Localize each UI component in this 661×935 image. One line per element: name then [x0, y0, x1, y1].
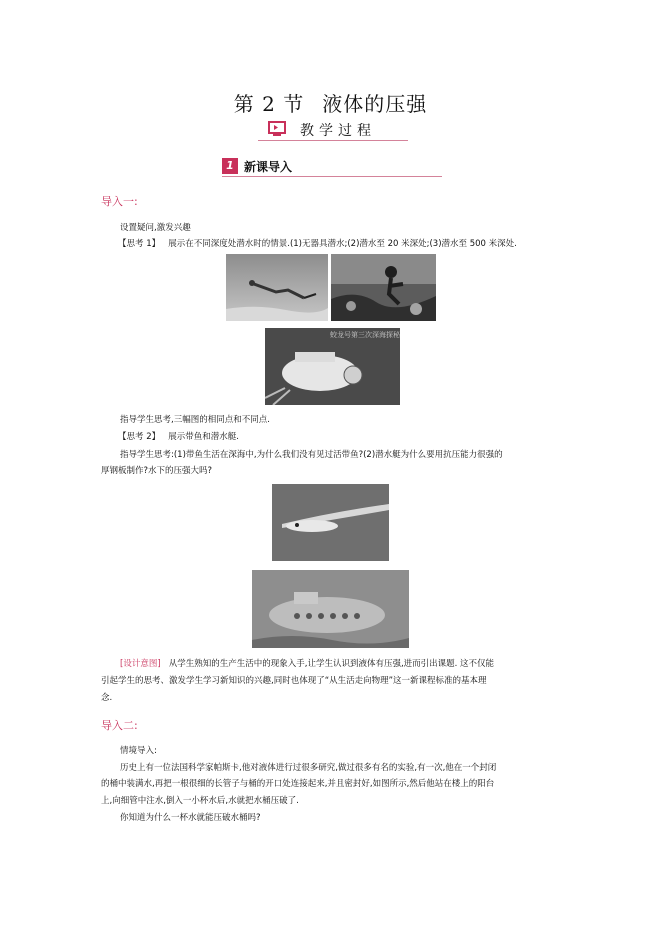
think1-text: 展示在不同深度处潜水时的情景.(1)无器具潜水;(2)潜水至 20 米深处;(3)潜水至 500 米深处.	[168, 239, 517, 249]
jiaolong-submersible-photo	[265, 328, 400, 405]
intro2-line1: 历史上有一位法国科学家帕斯卡,他对液体进行过很多研究,做过很多有名的实验,有一次,他在一个封闭	[120, 763, 497, 773]
section-number-badge: 1	[222, 158, 238, 174]
teaching-process-banner	[258, 120, 408, 142]
design-intent-line2: 引起学生的思考、激发学生学习新知识的兴趣,同时也体现了“从生活走向物理”这一新课程标准的基本理	[101, 676, 487, 686]
think2-text: 展示带鱼和潜水艇.	[168, 432, 239, 442]
section-rule	[222, 176, 442, 177]
section-header	[222, 158, 442, 178]
think1-label: 【思考 1】	[118, 239, 161, 249]
guide2-line2: 厚钢板制作?水下的压强大吗?	[101, 466, 213, 476]
intro1-subheading: 设置疑问,激发兴趣	[120, 223, 191, 233]
ribbonfish-photo	[272, 484, 389, 561]
banner-rule	[258, 140, 408, 141]
think1-paragraph	[118, 236, 517, 252]
submersible-caption: 蛟龙号第三次深海探秘	[330, 331, 400, 339]
design-intent-text1: 从学生熟知的生产生活中的现象入手,让学生认识到液体有压强,进而引出课题. 这不仅能	[168, 659, 495, 669]
think2-paragraph	[118, 429, 239, 445]
title-section-number: 第 2 节	[233, 92, 305, 116]
title-topic: 液体的压强	[322, 92, 428, 116]
monitor-icon	[268, 121, 286, 137]
submarine-photo	[252, 570, 409, 648]
guide1-text: 指导学生思考,三幅图的相同点和不同点.	[120, 415, 270, 425]
page-title	[0, 88, 661, 117]
intro2-line3: 上,向细管中注水,倒入一小杯水后,水就把水桶压破了.	[101, 796, 299, 806]
guide2-line1: 指导学生思考:(1)带鱼生活在深海中,为什么我们没有见过活带鱼?(2)潜水艇为什么要用抗压能力很强的	[120, 450, 503, 460]
intro2-heading: 导入二:	[101, 719, 138, 732]
intro2-subheading: 情境导入:	[120, 746, 157, 756]
intro1-heading: 导入一:	[101, 195, 138, 208]
design-intent-label: [设计意图]	[120, 659, 161, 669]
intro2-line2: 的桶中装满水,再把一根很细的长管子与桶的开口处连接起来,并且密封好,如图所示,然后他站在楼上的阳台	[101, 779, 495, 789]
scuba-diver-photo	[331, 254, 436, 321]
intro2-line4: 你知道为什么一杯水就能压破水桶吗?	[120, 813, 261, 823]
design-intent-line1	[120, 656, 494, 672]
think2-label: 【思考 2】	[118, 432, 161, 442]
free-diver-photo	[226, 254, 328, 321]
section-label: 新课导入	[244, 160, 293, 174]
banner-text: 教学过程	[300, 123, 376, 139]
design-intent-line3: 念.	[101, 693, 113, 703]
